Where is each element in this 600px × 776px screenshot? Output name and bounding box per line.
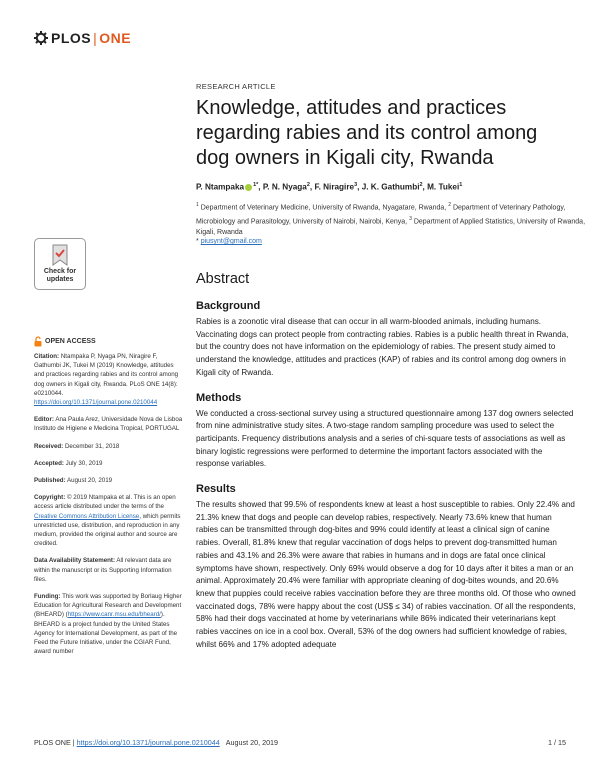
logo-one: ONE <box>99 30 132 46</box>
funding-link[interactable]: https://www.canr.msu.edu/bheard/ <box>67 611 161 619</box>
author-sep: , <box>422 182 428 192</box>
copyright-block <box>34 493 184 548</box>
funding-block <box>34 592 184 656</box>
affil-ref: 3 <box>354 182 358 188</box>
affiliations <box>196 200 588 238</box>
funding-text-end: ). BHEARD is a project funded by the United States Agency for International Development, as part of the Feed the Future Initiative, under the CGIAR Fund, award number <box>34 611 178 656</box>
received-block <box>34 442 184 451</box>
received-date: December 31, 2018 <box>63 442 120 450</box>
background-heading: Background <box>196 300 261 312</box>
orcid-icon[interactable] <box>245 184 252 191</box>
abstract-heading: Abstract <box>196 271 250 287</box>
corresponding-mark: * <box>196 238 199 245</box>
plos-gear-icon <box>34 31 48 45</box>
license-link[interactable]: Creative Commons Attribution License <box>34 512 140 520</box>
abstract-body <box>196 300 576 663</box>
results-paragraph: The results showed that 99.5% of respondents knew at least a host susceptible to rabies. Only 22.4% and 21.3% knew that dogs and people can develop rabies, respectively. Nearly 73.6% knew that human rabies can be transmitted through dog-bites and 99% could identify at least a clinical sign of canine rabies. Overall, 81.8% knew that regular vaccination of dogs helps to prevent dog-transmitted human rabies and 43.1% and 26.3% were aware that rabies in humans and in dogs are fatal once clinical symptoms have shown, respectively. Only 69% would observe a dog for 10 days after it bites a man or an animal. Approximately 20.4% were familiar with appropriate cleaning of dog-bites wounds, and 20.6% knew that puppies could receive rabies vaccination before they are three months old. Of those who owned vaccinated dogs, 78% were happy about the cost (US$ ≤ 34) of rabies vaccination. Of all the respondents, 58% had their dogs vaccinated at home by veterinarians while 86% indicated their veterinarians kept rabies vaccines on ice in a cool box. Overall, 53% of the dog owners had sufficient knowledge of rabies, whilst 66% and 17% adopted adequate <box>196 500 576 649</box>
funding-label: Funding: <box>34 593 61 601</box>
logo-separator: | <box>93 30 98 46</box>
affil-ref: 1 <box>253 182 257 188</box>
data-availability-block <box>34 556 184 584</box>
open-lock-icon <box>34 336 42 347</box>
editor-label: Editor: <box>34 416 54 424</box>
journal-logo <box>34 30 131 46</box>
background-paragraph: Rabies is a zoonotic viral disease that can occur in all warm-blooded animals, including humans. Vaccinating dogs can protect people from contracting rabies. Rabies is a public health threat in Rwanda, but the country does not have information on the epidemiology of rabies. The present study aimed to understand the knowledge, attitudes and practices (KAP) of rabies and its control among dog owners in Kigali city of Rwanda. <box>196 317 569 377</box>
affil-number: 1 <box>196 202 199 208</box>
logo-plos: PLOS <box>51 30 92 46</box>
author-name[interactable]: M. Tukei <box>427 182 460 192</box>
article-metadata-sidebar <box>34 352 184 664</box>
data-availability-text: All relevant data are within the manuscript or its Supporting Information files. <box>34 557 172 583</box>
copyright-label: Copyright: <box>34 494 66 502</box>
footer-sep: | <box>70 738 77 747</box>
author-list <box>196 182 586 192</box>
citation-label: Citation: <box>34 353 60 360</box>
author-name[interactable]: P. Ntampaka <box>196 182 245 192</box>
check-updates-line2: updates <box>46 276 74 283</box>
editor-block <box>34 415 184 433</box>
affil-text: Department of Applied Statistics, University of Rwanda, Kigali, Rwanda <box>196 218 586 236</box>
citation-block <box>34 352 184 407</box>
citation-doi-link[interactable]: https://doi.org/10.1371/journal.pone.0210044 <box>34 399 158 407</box>
affil-number: 2 <box>448 202 451 208</box>
footer-journal: PLOS ONE <box>34 738 71 747</box>
affil-text: Department of Veterinary Pathology, Microbiology and Parasitology, University of Nairobi, Nairobi, Kenya, <box>196 204 566 226</box>
open-access-label: OPEN ACCESS <box>45 338 96 345</box>
article-title: Knowledge, attitudes and practices regarding rabies and its control among dog owners in Kigali city, Rwanda <box>196 97 538 169</box>
author-name[interactable]: P. N. Nyaga <box>262 182 307 192</box>
author-sep: , <box>357 182 362 192</box>
footer-date: August 20, 2019 <box>225 738 279 747</box>
accepted-date: July 30, 2019 <box>63 459 103 467</box>
published-date: August 20, 2019 <box>65 477 113 485</box>
author-name[interactable]: J. K. Gathumbi <box>361 182 420 192</box>
copyright-text-end: , which permits unrestricted use, distribution, and reproduction in any medium, provided the original author and source are credited. <box>34 512 181 548</box>
check-for-updates-button[interactable] <box>34 238 86 290</box>
author-name[interactable]: F. Niragire <box>314 182 355 192</box>
footer-doi-link[interactable]: https://doi.org/10.1371/journal.pone.0210044 <box>76 738 220 747</box>
check-updates-line1: Check for <box>43 268 77 275</box>
citation-text: Ntampaka P, Nyaga PN, Niragire F, Gathumbi JK, Tukei M (2019) Knowledge, attitudes and practices regarding rabies and its control among dog owners in Kigali city, Rwanda. PLoS ONE 14(8): e0210044. <box>34 353 179 397</box>
check-updates-label <box>44 268 76 284</box>
email-link[interactable]: piusynt@gmail.com <box>200 238 262 245</box>
accepted-block <box>34 459 184 468</box>
funding-text: This work was supported by Borlaug Higher Education for Agricultural Research and Development (BHEARD) ( <box>34 593 182 619</box>
open-access-badge <box>34 336 96 347</box>
copyright-text: © 2019 Ntampaka et al. This is an open access article distributed under the terms of the <box>34 494 176 511</box>
received-label: Received: <box>34 442 64 450</box>
author-sep: , <box>309 182 315 192</box>
results-heading: Results <box>196 483 236 496</box>
page-footer <box>34 738 566 747</box>
editor-text: Ana Paula Arez, Universidade Nova de Lisboa Instituto de Higiene e Medicina Tropical, PORTUGAL <box>34 416 183 433</box>
bookmark-icon <box>50 244 70 266</box>
affil-ref: 2 <box>306 182 310 188</box>
affil-ref: 1 <box>459 182 463 188</box>
methods-heading: Methods <box>196 391 242 404</box>
footer-left <box>34 738 278 747</box>
accepted-label: Accepted: <box>34 459 64 467</box>
published-label: Published: <box>34 477 66 485</box>
corresponding-mark: * <box>256 182 259 188</box>
data-availability-label: Data Availability Statement: <box>34 557 116 565</box>
affil-number: 3 <box>409 215 412 222</box>
methods-paragraph: We conducted a cross-sectional survey using a structured questionnaire among 137 dog owners selected from nine administrative study sites. A two-stage random sampling procedure was used to select the participants. Frequency distributions analysis and a series of chi-square tests of associations as well as binary logistic regressions were performed to determine the important factors associated with the response variables. <box>196 408 574 469</box>
affil-text: Department of Veterinary Medicine, University of Rwanda, Nyagatare, Rwanda, <box>200 204 447 212</box>
published-block <box>34 476 184 485</box>
corresponding-email <box>196 238 262 245</box>
author-sep: , <box>258 182 263 192</box>
article-type: RESEARCH ARTICLE <box>196 82 276 91</box>
affil-ref: 2 <box>419 182 423 188</box>
page-number: 1 / 15 <box>548 738 566 747</box>
